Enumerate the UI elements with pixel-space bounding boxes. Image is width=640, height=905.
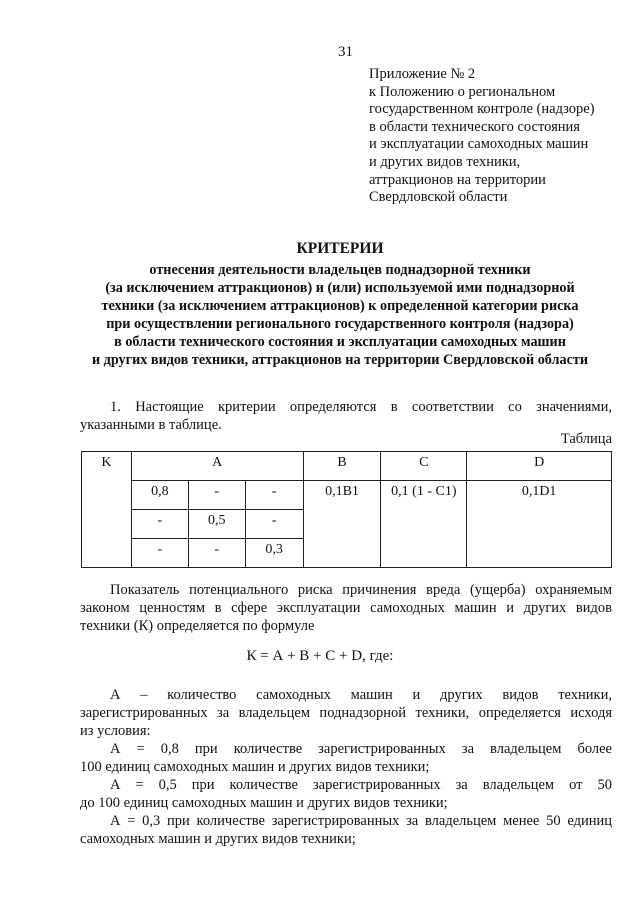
definition-line: зарегистрированных за владельцем поднадзорной техники, определяется исходя	[80, 705, 612, 721]
appendix-line: Свердловской области	[369, 189, 508, 206]
d-value-cell: 0,1D1	[467, 481, 612, 568]
table-cell: 0,5	[188, 510, 245, 539]
table-cell: -	[131, 510, 188, 539]
condition-line: А = 0,8 при количестве зарегистрированных за владельцем более	[110, 741, 612, 757]
intro-line: 1. Настоящие критерии определяются в соответствии со значениями,	[110, 399, 612, 415]
definition-line: из условия:	[80, 723, 151, 739]
title-heading: КРИТЕРИИ	[296, 240, 384, 257]
table-cell: 0,8	[131, 481, 188, 510]
table-cell: 0,3	[245, 539, 303, 568]
intro-line: указанными в таблице.	[80, 417, 222, 433]
conditions-list	[80, 740, 612, 848]
title-line: отнесения деятельности владельцев поднадзорной техники	[149, 262, 531, 278]
condition-line: 100 единиц самоходных машин и других видов техники;	[80, 759, 430, 775]
table-header-row	[82, 452, 612, 481]
appendix-line: аттракционов на территории	[369, 171, 546, 188]
table-cell: -	[245, 510, 303, 539]
risk-line: Показатель потенциального риска причинения вреда (ущерба) охраняемым	[110, 582, 612, 598]
b-value-cell: 0,1B1	[303, 481, 381, 568]
appendix-line: в области технического состояния	[369, 118, 580, 135]
table-cell: -	[245, 481, 303, 510]
table-cell: -	[188, 539, 245, 568]
condition-line: самоходных машин и других видов техники;	[80, 831, 356, 847]
criteria-table	[81, 451, 612, 568]
header-a: A	[131, 452, 303, 481]
title-line: техники (за исключением аттракционов) к определенной категории риска	[101, 298, 579, 315]
table-row	[82, 481, 612, 510]
appendix-line: и других видов техники,	[369, 153, 521, 170]
document-title	[60, 240, 620, 370]
condition-line: А = 0,5 при количестве зарегистрированных за владельцем от 50	[110, 777, 612, 793]
appendix-line: Приложение № 2	[369, 66, 476, 82]
header-c: C	[381, 452, 467, 481]
header-b: B	[303, 452, 381, 481]
appendix-line: государственном контроле (надзоре)	[369, 101, 595, 118]
formula: К = А + В + С + D, где:	[246, 648, 394, 664]
definition-line: А – количество самоходных машин и других видов техники,	[110, 687, 612, 703]
condition-line: до 100 единиц самоходных машин и других видов техники;	[80, 795, 448, 811]
intro-paragraph	[80, 398, 612, 434]
header-d: D	[467, 452, 612, 481]
title-line: и других видов техники, аттракционов на территории Свердловской области	[91, 352, 589, 369]
appendix-line: и эксплуатации самоходных машин	[369, 136, 589, 153]
risk-line: техники (К) определяется по формуле	[80, 618, 315, 634]
title-line: в области технического состояния и эксплуатации самоходных машин	[114, 334, 566, 351]
table-cell: -	[188, 481, 245, 510]
title-line: (за исключением аттракционов) и (или) используемой ими поднадзорной	[105, 280, 575, 297]
a-definition	[80, 686, 612, 740]
risk-line: законом ценностям в сфере эксплуатации самоходных машин и других видов	[80, 600, 612, 616]
table-caption: Таблица	[560, 431, 612, 447]
condition-line: А = 0,3 при количестве зарегистрированных за владельцем менее 50 единиц	[110, 813, 612, 829]
c-value-cell: 0,1 (1 - C1)	[381, 481, 467, 568]
appendix-header	[369, 66, 619, 207]
risk-paragraph	[80, 581, 612, 635]
appendix-line: к Положению о региональном	[369, 83, 556, 100]
page-number: 31	[338, 44, 353, 60]
header-k: K	[82, 452, 132, 568]
title-line: при осуществлении регионального государственного контроля (надзора)	[106, 316, 574, 333]
table-cell: -	[131, 539, 188, 568]
